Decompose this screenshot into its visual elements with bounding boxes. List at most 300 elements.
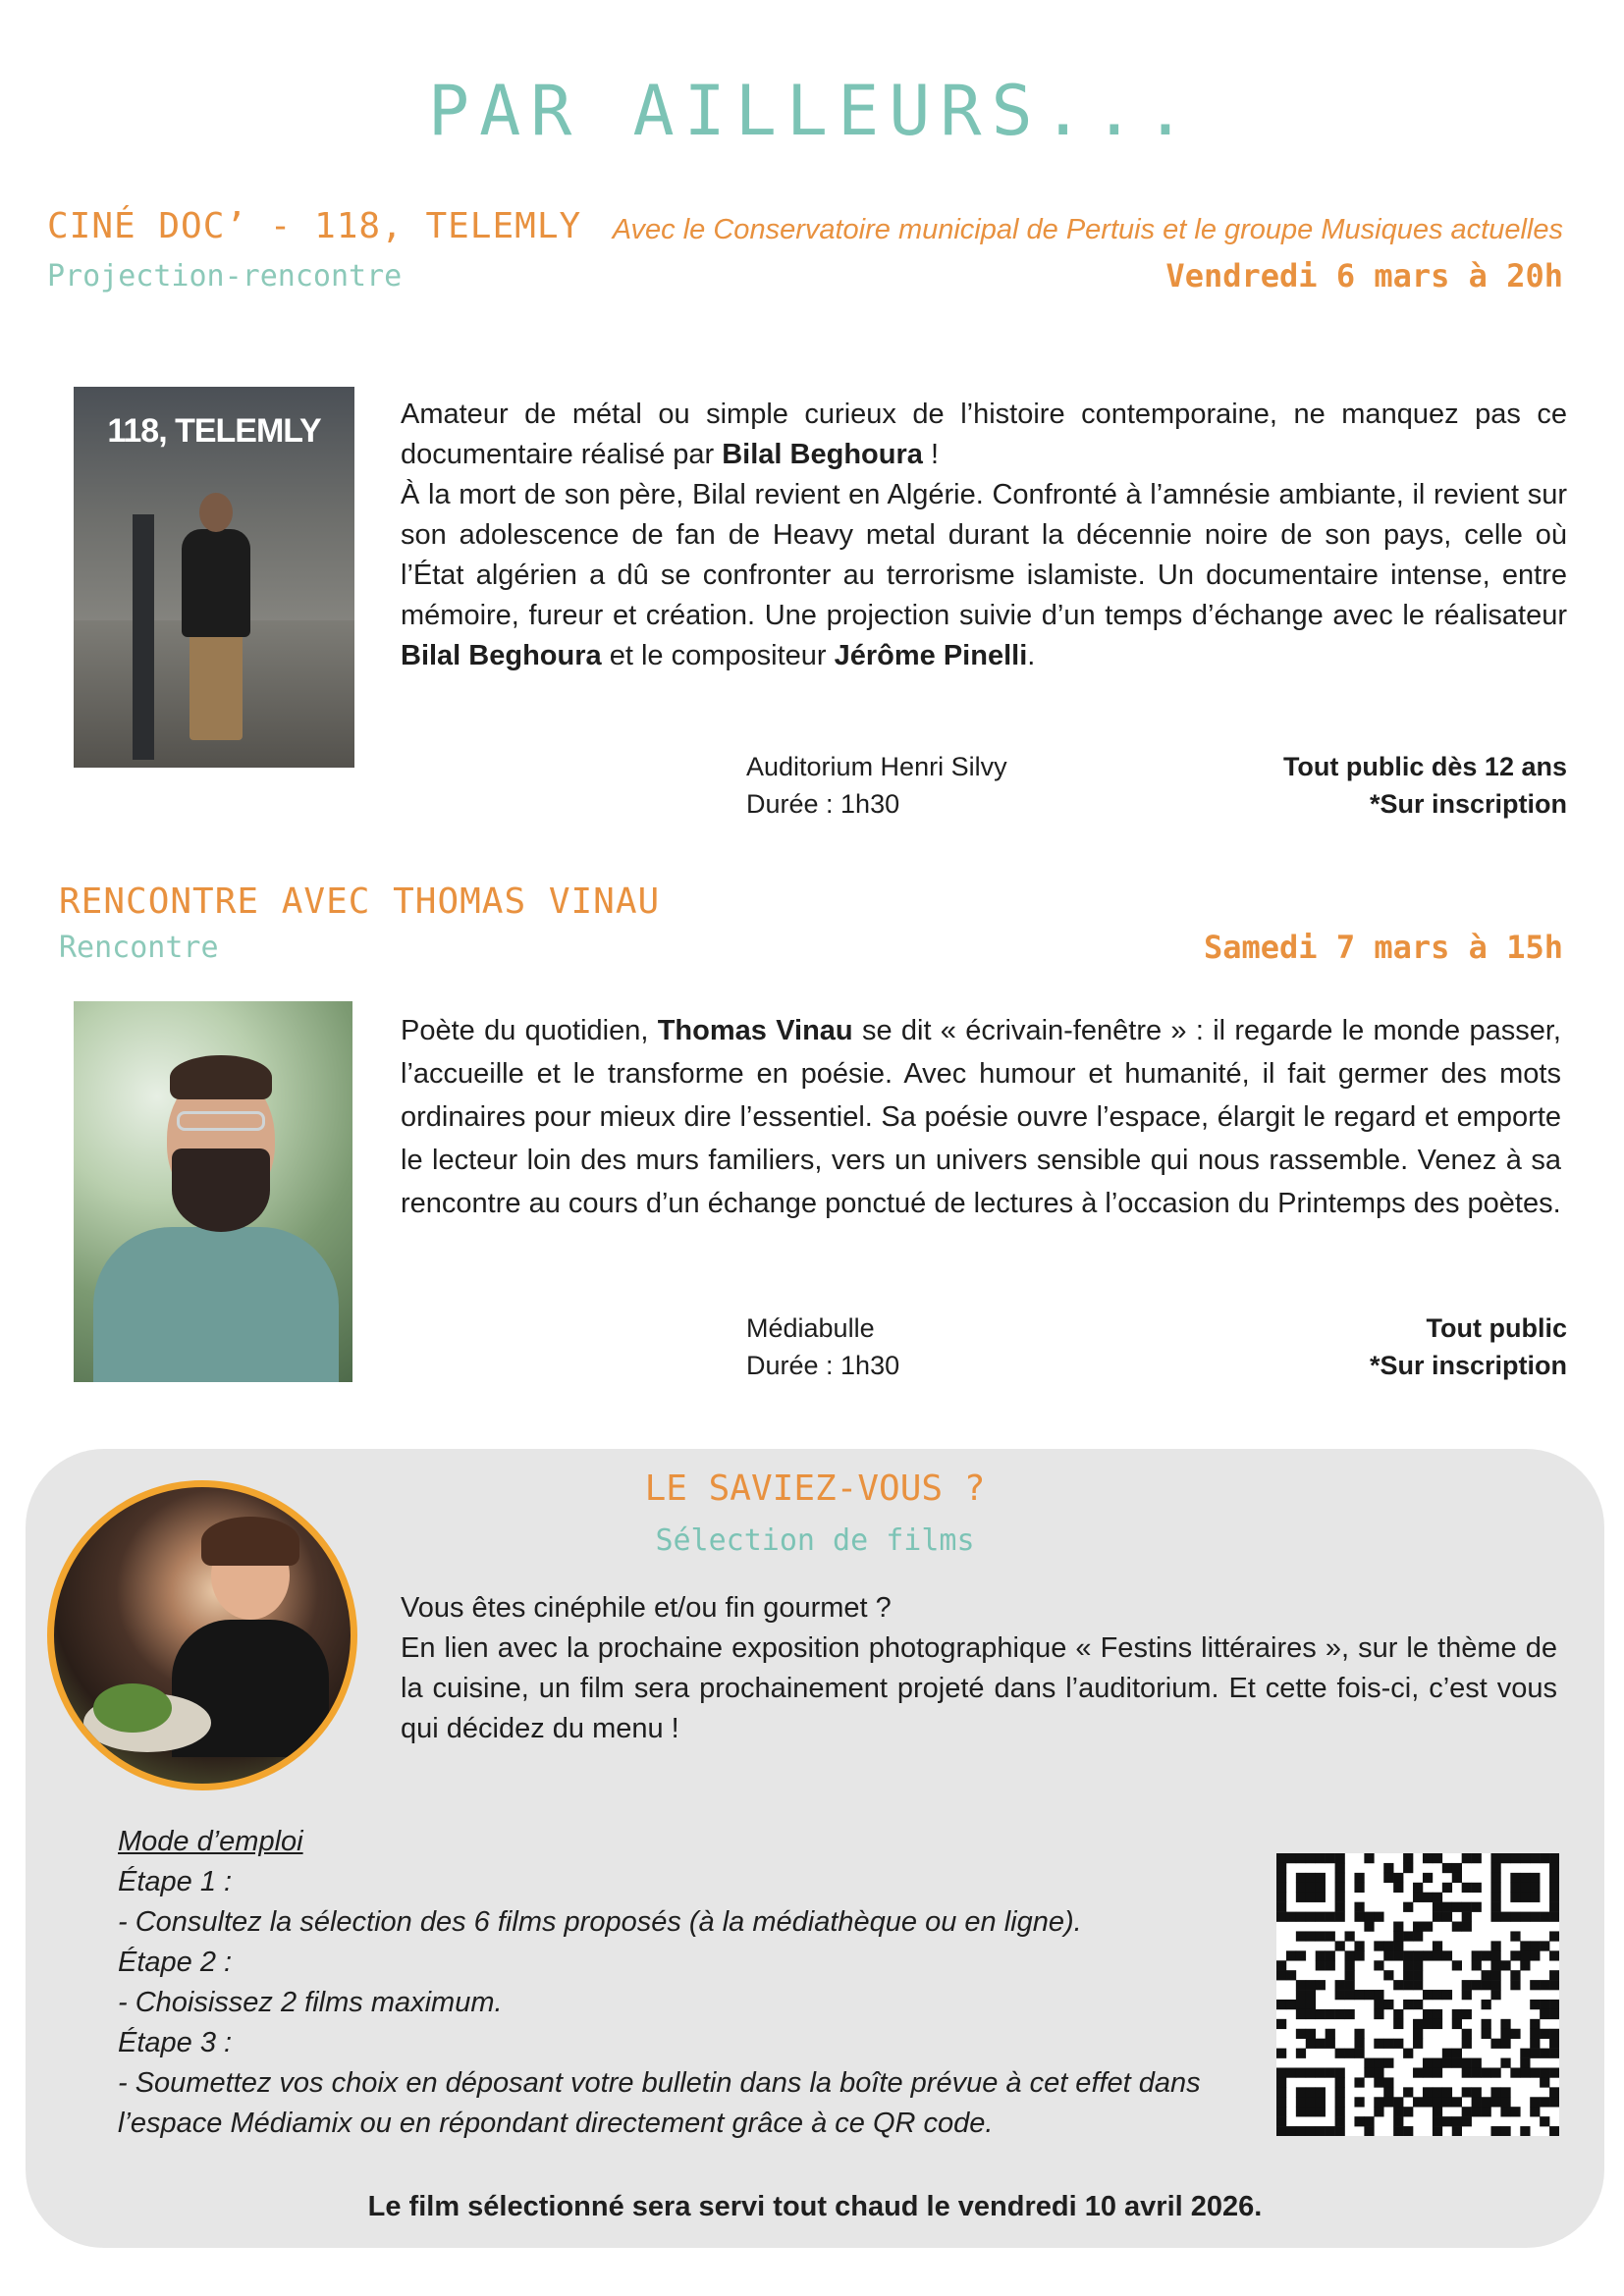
qr-module [1276,1912,1286,1922]
qr-module [1345,1960,1355,1970]
qr-module [1472,1980,1482,1990]
qr-module [1403,1931,1413,1941]
qr-module [1433,2107,1442,2116]
qr-module [1326,1912,1335,1922]
qr-module [1472,2097,1482,2107]
qr-module [1296,2126,1306,2136]
qr-module [1433,1950,1442,1960]
qr-module [1276,2077,1286,2087]
event1-venue: Auditorium Henri Silvy [746,752,1007,781]
qr-module [1276,1863,1286,1873]
page-title: PAR AILLEURS... [427,71,1197,151]
qr-module [1354,2049,1364,2058]
qr-module [1452,1902,1462,1912]
qr-module [1433,1941,1442,1950]
qr-module [1490,1980,1500,1990]
qr-module [1296,2000,1306,2009]
qr-module [1306,1893,1316,1902]
qr-module [1276,1883,1286,1893]
qr-module [1462,1922,1472,1932]
qr-module [1286,2126,1296,2136]
event2-duration: Durée : 1h30 [746,1351,900,1380]
qr-module [1306,2067,1316,2077]
qr-module [1393,2039,1403,2049]
qr-module [1335,1980,1345,1990]
qr-module [1335,2009,1345,2019]
qr-module [1413,2067,1423,2077]
poster-lamppost [133,514,154,760]
qr-module [1482,1950,1491,1960]
qr-module [1354,2029,1364,2039]
qr-module [1472,1902,1482,1912]
qr-module [1490,1990,1500,2000]
qr-module [1472,1950,1482,1960]
event1-registration: *Sur inscription [1369,789,1567,819]
qr-module [1530,1883,1540,1893]
qr-module [1306,2097,1316,2107]
qr-module [1423,2067,1433,2077]
qr-module [1490,1941,1500,1950]
qr-module [1413,1922,1423,1932]
event2-date: Samedi 7 mars à 15h [1203,929,1563,966]
qr-module [1549,2029,1559,2039]
qr-module [1462,2067,1472,2077]
qr-module [1433,2126,1442,2136]
qr-module [1354,1941,1364,1950]
event1-audience: Tout public dès 12 ans [1282,752,1567,781]
qr-module [1490,1883,1500,1893]
qr-module [1442,1863,1452,1873]
qr-module [1520,2049,1530,2058]
event1-partner: Avec le Conservatoire municipal de Pertuis et le groupe Musiques actuelles [612,214,1563,245]
qr-module [1296,2087,1306,2097]
qr-module [1530,1950,1540,1960]
qr-module [1335,1893,1345,1902]
qr-module [1500,2019,1510,2029]
qr-module [1433,1990,1442,2000]
qr-module [1354,1990,1364,2000]
qr-module [1490,1912,1500,1922]
qr-module [1335,1883,1345,1893]
qr-module [1345,2009,1355,2019]
qr-module [1510,1912,1520,1922]
portrait-glasses [177,1111,265,1131]
qr-module [1540,1853,1549,1863]
qr-module [1383,2097,1393,2107]
qr-module [1296,2067,1306,2077]
qr-module [1530,2029,1540,2039]
qr-module [1374,1960,1383,1970]
qr-module [1540,2097,1549,2107]
qr-module [1296,1893,1306,1902]
qr-module [1452,2097,1462,2107]
qr-module [1306,2107,1316,2116]
qr-module [1354,2039,1364,2049]
qr-module [1549,2009,1559,2019]
qr-module [1403,1970,1413,1980]
qr-module [1286,1970,1296,1980]
qr-module [1316,2087,1326,2097]
qr-module [1549,2039,1559,2049]
qr-module [1540,1941,1549,1950]
qr-module [1490,2067,1500,2077]
qr-module [1452,1922,1462,1932]
qr-module [1433,2097,1442,2107]
qr-module [1490,1853,1500,1863]
qr-module [1393,2116,1403,2126]
qr-module [1423,2019,1433,2029]
qr-module [1500,2126,1510,2136]
qr-module [1490,2126,1500,2136]
qr-module [1286,1950,1296,1960]
qr-module [1335,2107,1345,2116]
qr-module [1423,2087,1433,2097]
qr-module [1462,1980,1472,1990]
qr-module [1296,1883,1306,1893]
qr-module [1276,1960,1286,1970]
qr-module [1472,2087,1482,2097]
qr-module [1413,1931,1423,1941]
qr-module [1335,2087,1345,2097]
event1-audience-info [1283,748,1567,823]
qr-module [1433,1853,1442,1863]
qr-module [1549,1883,1559,1893]
qr-module [1374,1990,1383,2000]
qr-module [1462,1902,1472,1912]
qr-module [1326,1950,1335,1960]
qr-module [1326,1853,1335,1863]
qr-module [1286,1912,1296,1922]
event2-audience-info [1370,1309,1567,1384]
qr-module [1423,2058,1433,2068]
qr-module [1500,2087,1510,2097]
qr-module [1530,1912,1540,1922]
qr-module [1335,1902,1345,1912]
qr-module [1296,2029,1306,2039]
qr-module [1316,2097,1326,2107]
qr-module [1403,1980,1413,1990]
qr-module [1549,2000,1559,2009]
qr-module [1306,1912,1316,1922]
qr-module [1482,2019,1491,2029]
event2-venue: Médiabulle [746,1313,875,1343]
qr-module [1383,2000,1393,2009]
qr-module [1510,2029,1520,2039]
qr-module [1335,1863,1345,1873]
qr-module [1510,1873,1520,1883]
qr-module [1316,2009,1326,2019]
qr-module [1403,1902,1413,1912]
qr-module [1520,1941,1530,1950]
qr-module [1296,1980,1306,1990]
qr-module [1530,1873,1540,1883]
qr-module [1374,1912,1383,1922]
qr-module [1335,2067,1345,2077]
qr-module [1549,1931,1559,1941]
qr-module [1549,2067,1559,2077]
step3-label: Étape 3 : [118,2027,233,2058]
qr-module [1296,2009,1306,2019]
qr-module [1413,2029,1423,2039]
qr-module [1520,1960,1530,1970]
qr-module [1472,2067,1482,2077]
event2-audience: Tout public [1426,1313,1567,1343]
qr-module [1335,1990,1345,2000]
qr-module [1354,1912,1364,1922]
event2-portrait-image [74,1001,352,1382]
qr-module [1276,2097,1286,2107]
qr-module [1393,1941,1403,1950]
qr-module [1383,1863,1393,1873]
qr-module [1462,1912,1472,1922]
qr-module [1540,2049,1549,2058]
qr-module [1530,1853,1540,1863]
qr-module [1490,1893,1500,1902]
step1-label: Étape 1 : [118,1866,233,1897]
qr-module [1433,2058,1442,2068]
qr-module [1413,1893,1423,1902]
qr-module [1423,2009,1433,2019]
qr-module [1393,2019,1403,2029]
qr-module [1316,1853,1326,1863]
qr-module [1383,1873,1393,1883]
event1-description: Amateur de métal ou simple curieux de l’histoire contemporaine, ne manquez pas ce documentaire réalisé par Bilal Beghoura ! À la mort de son père, Bilal revient en Algérie. Confronté à l’amnésie ambiante, il revient sur son adolescence de fan de Heavy metal durant la décennie noire de son pays, celle où l’État algérien a dû se confronter au terrorisme islamiste. Un documentaire intense, entre mémoire, fureur et création. Une projection suivie d’un temps d’échange avec le réalisateur Bilal Beghoura et le compositeur Jérôme Pinelli. [401,399,1567,671]
event2-registration: *Sur inscription [1369,1351,1567,1380]
portrait-beard [172,1148,270,1232]
qr-module [1462,2039,1472,2049]
qr-module [1482,2029,1491,2039]
qr-module [1316,1893,1326,1902]
step3-text: - Soumettez vos choix en déposant votre bulletin dans la boîte prévue à cet effet dans l’espace Médiamix ou en répondant directement grâce à ce QR code. [118,2067,1201,2139]
qr-module [1306,2000,1316,2009]
qr-module [1316,1883,1326,1893]
qr-module [1345,1931,1355,1941]
qr-module [1510,1883,1520,1893]
qr-module [1442,2049,1452,2058]
qr-module [1413,2039,1423,2049]
qr-module [1433,2116,1442,2126]
qr-module [1364,2067,1374,2077]
qr-module [1490,1950,1500,1960]
event1-duration: Durée : 1h30 [746,789,900,819]
qr-module [1276,2019,1286,2029]
qr-module [1306,2087,1316,2097]
qr-module [1316,1912,1326,1922]
qr-module [1472,1853,1482,1863]
qr-module [1276,2049,1286,2058]
qr-module [1316,1950,1326,1960]
qr-module [1520,1950,1530,1960]
qr-module [1364,2116,1374,2126]
qr-module [1462,1990,1472,2000]
qr-module [1306,1990,1316,2000]
qr-module [1500,1912,1510,1922]
qr-module [1316,1931,1326,1941]
qr-module [1354,2116,1364,2126]
qr-module [1462,1883,1472,1893]
qr-module [1510,1853,1520,1863]
qr-module [1335,1873,1345,1883]
box-final-note: Le film sélectionné sera servi tout chaud le vendredi 10 avril 2026. [367,2191,1263,2222]
qr-module [1530,1941,1540,1950]
qr-module [1296,1853,1306,1863]
qr-module [1374,2107,1383,2116]
qr-module [1276,2000,1286,2009]
qr-module [1500,2029,1510,2039]
qr-module [1413,2019,1423,2029]
qr-module [1452,2049,1462,2058]
qr-module [1423,2097,1433,2107]
qr-module [1423,1873,1433,1883]
photo-greens [93,1683,172,1733]
qr-module [1549,1902,1559,1912]
qr-module [1433,1902,1442,1912]
qr-module [1510,2107,1520,2116]
qr-module [1482,2000,1491,2009]
qr-module [1316,1980,1326,1990]
qr-module [1423,1853,1433,1863]
qr-module [1520,1873,1530,1883]
qr-module [1442,2116,1452,2126]
qr-module [1490,2039,1500,2049]
qr-module [1472,1883,1482,1893]
qr-module [1354,2097,1364,2107]
qr-module [1530,2067,1540,2077]
qr-module [1549,1950,1559,1960]
qr-module [1326,1960,1335,1970]
qr-module [1500,2107,1510,2116]
qr-module [1403,1960,1413,1970]
qr-module [1452,2009,1462,2019]
qr-module [1442,2087,1452,2097]
qr-module [1316,2107,1326,2116]
qr-module [1452,1873,1462,1883]
qr-module [1490,1873,1500,1883]
qr-module [1482,2097,1491,2107]
qr-module [1549,1853,1559,1863]
step2-text: - Choisissez 2 films maximum. [118,1987,503,2018]
qr-module [1540,1912,1549,1922]
qr-module [1403,2049,1413,2058]
qr-module [1540,2009,1549,2019]
qr-code[interactable] [1276,1853,1559,2136]
qr-module [1393,1980,1403,1990]
qr-module [1403,1950,1413,1960]
qr-module [1510,1970,1520,1980]
qr-module [1364,2126,1374,2136]
qr-module [1520,2067,1530,2077]
qr-module [1530,2019,1540,2029]
qr-module [1500,2058,1510,2068]
qr-module [1462,2087,1472,2097]
qr-module [1364,1912,1374,1922]
qr-module [1452,1863,1462,1873]
qr-module [1403,2087,1413,2097]
qr-module [1364,2058,1374,2068]
qr-module [1345,1950,1355,1960]
qr-module [1296,1873,1306,1883]
qr-module [1296,1950,1306,1960]
qr-module [1306,1980,1316,1990]
qr-module [1510,1893,1520,1902]
qr-module [1326,2126,1335,2136]
qr-code-graphic [1276,1853,1559,2136]
qr-module [1413,2097,1423,2107]
qr-module [1316,2126,1326,2136]
qr-module [1549,1873,1559,1883]
qr-module [1393,1931,1403,1941]
qr-module [1510,2067,1520,2077]
qr-module [1462,2029,1472,2039]
qr-module [1374,2039,1383,2049]
qr-module [1276,1853,1286,1863]
qr-module [1442,1883,1452,1893]
qr-module [1530,1980,1540,1990]
qr-module [1413,1970,1423,1980]
qr-module [1383,2058,1393,2068]
qr-module [1374,2077,1383,2087]
qr-module [1452,2058,1462,2068]
qr-module [1316,1960,1326,1970]
qr-module [1296,2107,1306,2116]
event2-venue-info [746,1309,899,1384]
qr-module [1500,2039,1510,2049]
qr-module [1530,2049,1540,2058]
qr-module [1383,1970,1393,1980]
qr-module [1490,2097,1500,2107]
poster-person-head [199,493,233,532]
qr-module [1276,2116,1286,2126]
qr-module [1482,1980,1491,1990]
qr-module [1403,2000,1413,2009]
qr-module [1296,2049,1306,2058]
qr-module [1472,2058,1482,2068]
qr-module [1383,1950,1393,1960]
qr-module [1276,2067,1286,2077]
qr-module [1286,1853,1296,1863]
qr-module [1413,1980,1423,1990]
step1-text: - Consultez la sélection des 6 films proposés (à la médiathèque ou en ligne). [118,1906,1082,1938]
qr-module [1520,2126,1530,2136]
qr-module [1530,1893,1540,1902]
qr-module [1540,2067,1549,2077]
qr-module [1364,1990,1374,2000]
qr-module [1354,1902,1364,1912]
event2-heading: RENCONTRE AVEC THOMAS VINAU [59,881,661,922]
qr-module [1393,2097,1403,2107]
qr-module [1354,1950,1364,1960]
qr-module [1510,1950,1520,1960]
qr-module [1374,2097,1383,2107]
event1-date: Vendredi 6 mars à 20h [1165,257,1563,294]
qr-module [1335,1941,1345,1950]
qr-module [1345,1990,1355,2000]
box-intro [401,1588,1557,1749]
qr-module [1316,2039,1326,2049]
qr-module [1423,1922,1433,1932]
qr-module [1276,1893,1286,1902]
qr-module [1549,1980,1559,1990]
qr-module [1403,1853,1413,1863]
qr-module [1540,2029,1549,2039]
qr-module [1393,1873,1403,1883]
qr-module [1326,2009,1335,2019]
qr-module [1374,2009,1383,2019]
qr-module [1520,1912,1530,1922]
qr-module [1403,2107,1413,2116]
event1-venue-info [746,748,1007,823]
qr-module [1452,2116,1462,2126]
